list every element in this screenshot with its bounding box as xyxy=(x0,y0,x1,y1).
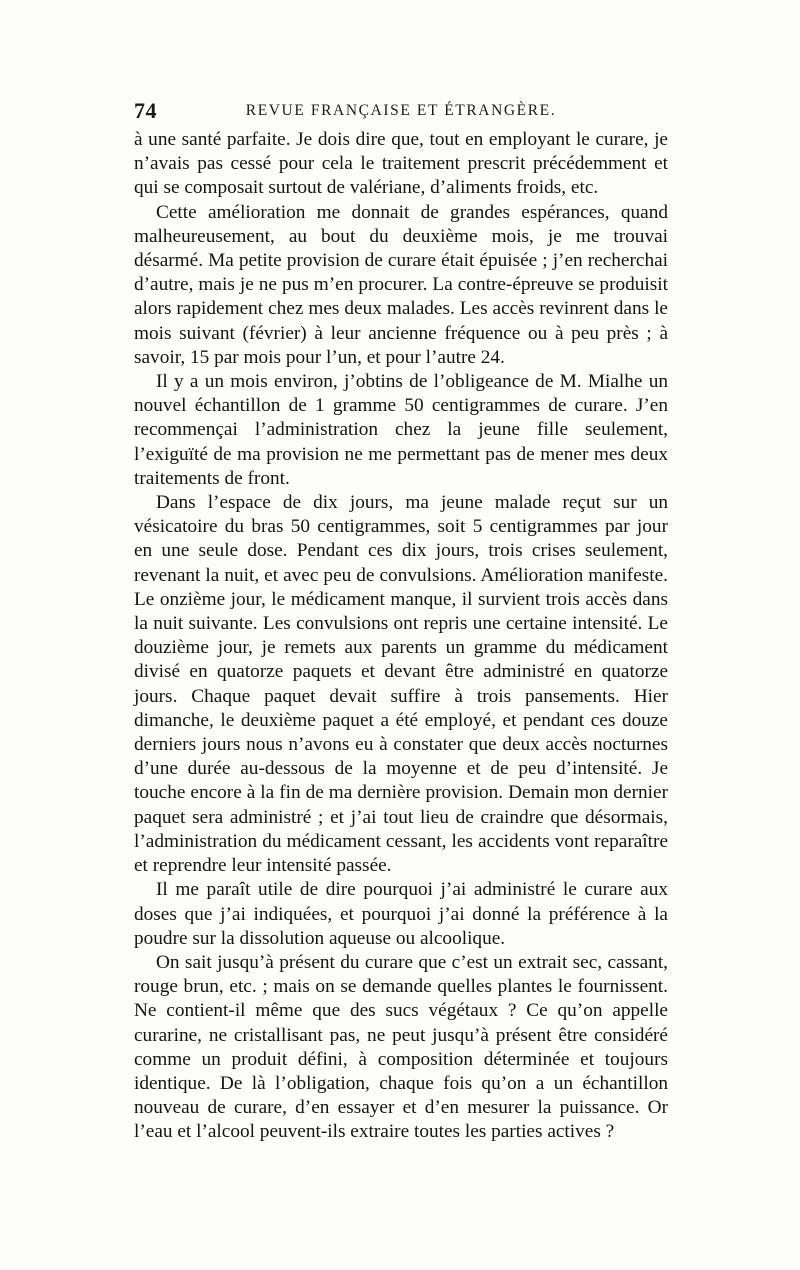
paragraph-4: Dans l’espace de dix jours, ma jeune malade reçut sur un vésicatoire du bras 50 centigrammes, soit 5 centigrammes par jour en une seule dose. Pendant ces dix jours, trois crises seulement, revenant la nuit, et avec peu de convulsions. Amélioration manifeste. Le onzième jour, le médicament manque, il survient trois accès dans la nuit suivante. Les convulsions ont repris une certaine intensité. Le douzième jour, je remets aux parents un gramme du médicament divisé en quatorze paquets et devant être administré en quatorze jours. Chaque paquet devait suffire à trois pansements. Hier dimanche, le deuxième paquet a été employé, et pendant ces douze derniers jours nous n’avons eu à constater que deux accès nocturnes d’une durée au-dessous de la moyenne et de peu d’intensité. Je touche encore à la fin de ma dernière provision. Demain mon dernier paquet sera administré ; et j’ai tout lieu de craindre que désormais, l’administration du médicament cessant, les accidents vont reparaître et reprendre leur intensité passée. xyxy=(134,492,668,877)
paragraph-3: Il y a un mois environ, j’obtins de l’obligeance de M. Mialhe un nouvel échantillon de 1 gramme 50 centigrammes de curare. J’en recommençai l’administration chez la jeune fille seulement, l’exiguïté de ma provision ne me permettant pas de mener mes deux traitements de front. xyxy=(134,371,668,489)
running-title: REVUE FRANÇAISE ET ÉTRANGÈRE. xyxy=(245,102,557,119)
body-text xyxy=(134,128,668,1145)
paragraph-6: On sait jusqu’à présent du curare que c’est un extrait sec, cassant, rouge brun, etc. ; mais on se demande quelles plantes le fournissent. Ne contient-il même que des sucs végétaux ? Ce qu’on appelle curarine, ne cristallisant pas, ne peut jusqu’à présent être considéré comme un produit défini, à composition déterminée et toujours identique. De là l’obligation, chaque fois qu’on a un échantillon nouveau de curare, d’en essayer et d’en mesurer la puissance. Or l’eau et l’alcool peuvent-ils extraire toutes les parties actives ? xyxy=(134,951,668,1143)
paragraph-1: à une santé parfaite. Je dois dire que, tout en employant le curare, je n’avais pas cessé pour cela le traitement prescrit précédemment et qui se composait surtout de valériane, d’aliments froids, etc. xyxy=(134,129,668,199)
page-header xyxy=(134,98,668,128)
page-number: 74 xyxy=(134,98,157,123)
paragraph-5: Il me paraît utile de dire pourquoi j’ai administré le curare aux doses que j’ai indiquées, et pourquoi j’ai donné la préférence à la poudre sur la dissolution aqueuse ou alcoolique. xyxy=(134,879,668,949)
paragraph-2: Cette amélioration me donnait de grandes espérances, quand malheureusement, au bout du deuxième mois, je me trouvai désarmé. Ma petite provision de curare était épuisée ; j’en recherchai d’autre, mais je ne pus m’en procurer. La contre-épreuve se produisit alors rapidement chez mes deux malades. Les accès revinrent dans le mois suivant (février) à leur ancienne fréquence ou à peu près ; à savoir, 15 par mois pour l’un, et pour l’autre 24. xyxy=(134,201,668,368)
